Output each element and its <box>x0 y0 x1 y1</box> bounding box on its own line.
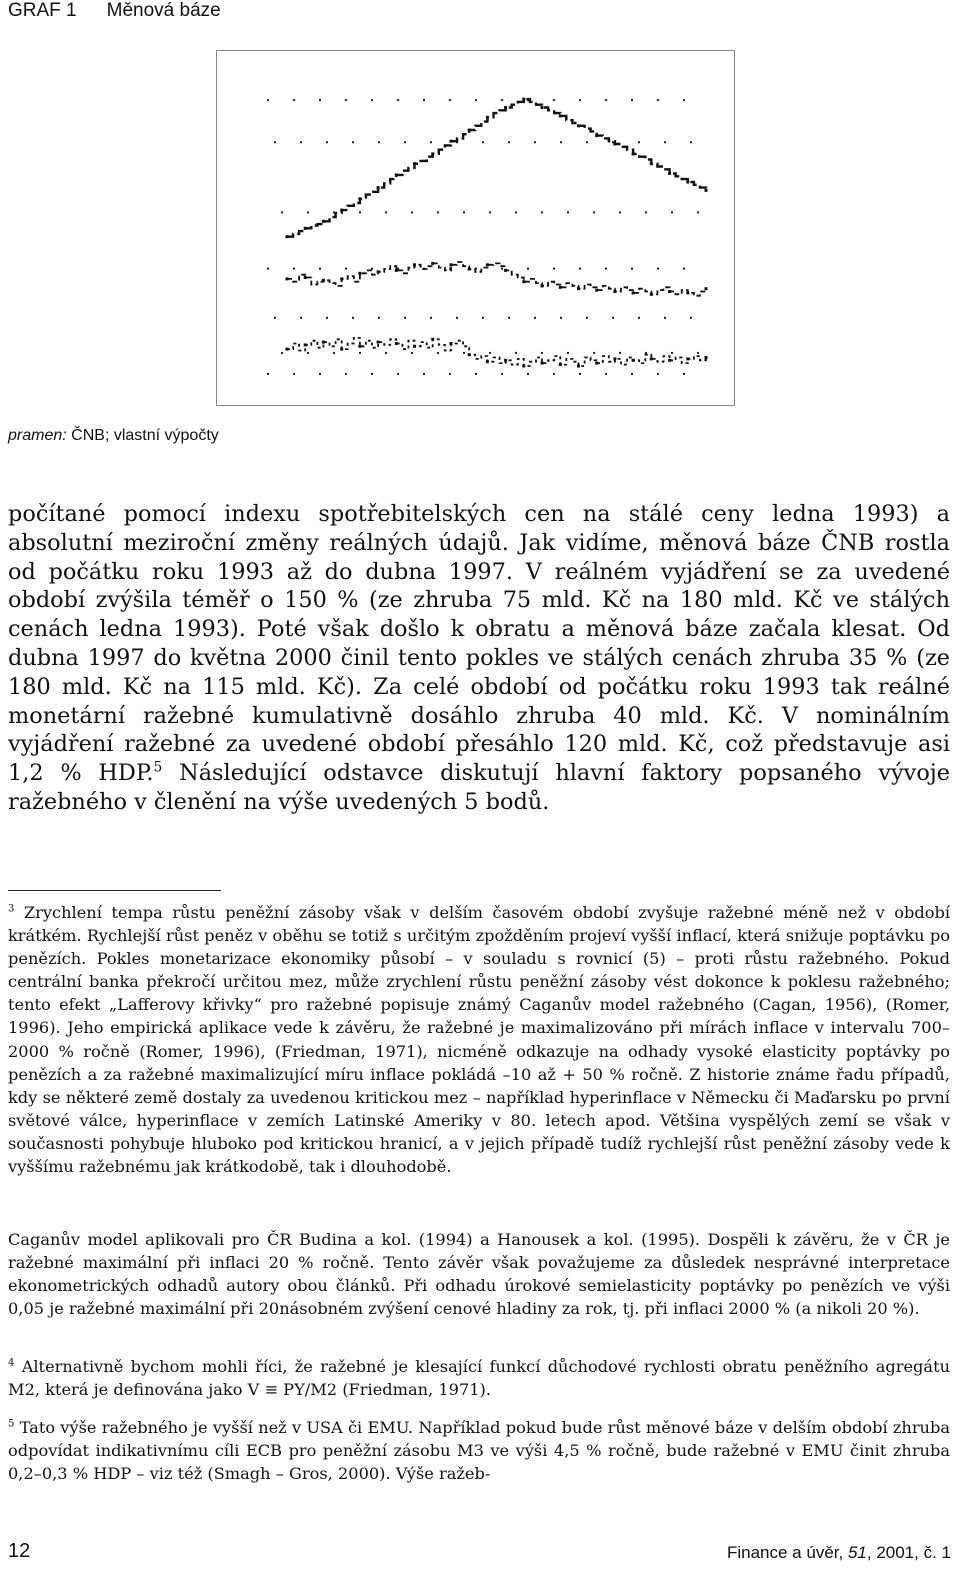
journal-issue: , 2001, č. 1 <box>866 1543 951 1562</box>
grid-dot <box>430 317 432 319</box>
grid-dot <box>683 268 685 270</box>
grid-dot <box>567 211 569 213</box>
grid-dot <box>501 373 503 375</box>
grid-dot <box>293 268 295 270</box>
grid-dot <box>690 141 692 143</box>
series-1-point <box>613 143 616 146</box>
grid-dot <box>541 352 543 354</box>
grid-dot <box>293 373 295 375</box>
grid-dot <box>411 352 413 354</box>
grid-dot <box>645 211 647 213</box>
series-3-point <box>395 342 398 345</box>
footnote-separator <box>8 890 221 891</box>
grid-dot <box>586 317 588 319</box>
grid-dot <box>593 352 595 354</box>
grid-dot <box>527 373 529 375</box>
grid-dot <box>697 211 699 213</box>
grid-dot <box>475 373 477 375</box>
series-2-point <box>468 268 471 271</box>
series-1-point <box>431 152 434 155</box>
series-1-point <box>395 173 398 176</box>
series-1-point <box>450 140 453 143</box>
grid-dot <box>631 99 633 101</box>
grid-dot <box>404 141 406 143</box>
footnote-3-continuation-text: Caganův model aplikovali pro ČR Budina a kol. (1994) a Hanousek a kol. (1995). Dospěli k závěru, že v ČR je ražebné maximální při inflaci 20 % ročně. Tento závěr však považujeme za důsledek nesprávné interpretace ekonometrických odhadů autory obou článků. Při odhadu úrokové semielasticity poptávky po penězích ve výši 0,05 je ražebné maximální při 20násobném zvýšení cenové hladiny za rok, tj. při inflaci 2000 % (a nikoli 20 %). <box>8 1230 950 1319</box>
grid-dot <box>423 99 425 101</box>
series-1-point <box>705 189 708 192</box>
series-1-point <box>286 235 289 238</box>
series-3-point <box>559 363 562 366</box>
series-3-point <box>413 345 416 348</box>
grid-dot <box>515 211 517 213</box>
series-2-point <box>322 279 325 282</box>
grid-dot <box>397 373 399 375</box>
grid-dot <box>671 352 673 354</box>
grid-dot <box>690 317 692 319</box>
grid-dot <box>664 317 666 319</box>
grid-dot <box>631 373 633 375</box>
grid-dot <box>489 352 491 354</box>
grid-dot <box>352 141 354 143</box>
grid-dot <box>657 99 659 101</box>
grid-dot <box>378 317 380 319</box>
grid-dot <box>333 352 335 354</box>
grid-dot <box>619 211 621 213</box>
grid-dot <box>371 373 373 375</box>
grid-dot <box>307 352 309 354</box>
chart-frame <box>216 50 735 406</box>
grid-dot <box>508 317 510 319</box>
figure-title: Měnová báze <box>106 0 221 21</box>
grid-dot <box>501 268 503 270</box>
series-2-point <box>541 284 544 287</box>
grid-dot <box>605 268 607 270</box>
grid-dot <box>489 211 491 213</box>
series-3-point <box>304 343 307 346</box>
series-2-point <box>377 270 380 273</box>
series-3-point <box>632 359 635 362</box>
series-2-point <box>450 263 453 266</box>
grid-dot <box>437 352 439 354</box>
grid-dot <box>385 211 387 213</box>
grid-dot <box>267 268 269 270</box>
figure-source <box>8 427 219 445</box>
money-base-chart <box>217 51 734 405</box>
series-1-point <box>413 162 416 165</box>
grid-dot <box>267 373 269 375</box>
series-3-point <box>377 341 380 344</box>
grid-dot <box>345 268 347 270</box>
grid-dot <box>619 352 621 354</box>
series-2-point <box>286 277 289 280</box>
grid-dot <box>449 373 451 375</box>
series-3-point <box>286 348 289 351</box>
grid-dot <box>307 211 309 213</box>
grid-dot <box>281 211 283 213</box>
series-2-line <box>287 262 706 296</box>
figure-header <box>8 0 221 22</box>
series-2-point <box>705 287 708 290</box>
series-3-point <box>522 365 525 368</box>
footnote-3-text: Zrychlení tempa růstu peněžní zásoby však v delším časovém období zvyšuje ražebné méně než v období krátkém. Rychlejší růst peněz v oběhu se totiž s určitým zpožděním projeví vyšší inflací, která snižuje poptávku po penězích. Pokles monetarizace ekonomiky působí – v souladu s rovnicí (5) – proti růstu ražebného. Pokud centrální banka překročí určitou mez, může zrychlení růstu peněžní zásoby vést dokonce k poklesu ražebného; tento efekt „Lafferovy křivky“ pro ražebné popisuje známý Caganův model ražebného (Cagan, 1956), (Romer, 1996). Jeho empirická aplikace vede k závěru, že ražebné je maximalizováno při mírách inflace v intervalu 700–2000 % ročně (Romer, 1996), (Friedman, 1971), nicméně odkazuje na odhady vysoké elasticity poptávky po penězích a za ražebné maximalizující míru inflace pokládá –10 až + 50 % ročně. Z historie známe řadu případů, kdy se některé země dostaly za uvedenou kritickou mez – například hyperinflace v Německu či Maďarsku po první světové válce, hyperinflace v zemích Latinské Ameriky v 80. letech apod. Většina vyspělých zemí se však v současnosti pohybuje hluboko pod kritickou hranicí, a v jejich případě tudíž rychlejší růst peněžní zásoby vede k vyššímu ražebnému jak krátkodobě, tak i dlouhodobě. <box>8 903 950 1177</box>
grid-dot <box>319 268 321 270</box>
journal-volume: 51 <box>847 1543 867 1562</box>
series-3-point <box>486 360 489 363</box>
grid-dot <box>300 141 302 143</box>
series-3-point <box>650 357 653 360</box>
grid-dot <box>683 99 685 101</box>
grid-dot <box>463 352 465 354</box>
grid-dot <box>267 99 269 101</box>
grid-dot <box>319 99 321 101</box>
series-1-line <box>287 99 706 237</box>
grid-dot <box>605 99 607 101</box>
grid-dot <box>475 99 477 101</box>
grid-dot <box>345 99 347 101</box>
grid-dot <box>482 141 484 143</box>
series-1-point <box>577 124 580 127</box>
grid-dot <box>553 268 555 270</box>
grid-dot <box>638 317 640 319</box>
series-3-point <box>450 342 453 345</box>
series-2-point <box>340 277 343 280</box>
source-label: pramen: <box>8 427 67 444</box>
series-1-point <box>522 98 525 101</box>
grid-dot <box>579 99 581 101</box>
grid-dot <box>326 317 328 319</box>
footnote-4-text: Alternativně bychom mohli říci, že ražebné je klesající funkcí důchodové rychlosti obratu peněžního agregátu M2, která je definována jako V ≡ PY/M2 (Friedman, 1971). <box>8 1357 950 1400</box>
series-3-point <box>468 353 471 356</box>
grid-dot <box>508 141 510 143</box>
grid-dot <box>664 141 666 143</box>
grid-dot <box>631 268 633 270</box>
grid-dot <box>605 373 607 375</box>
series-2-point <box>413 263 416 266</box>
grid-dot <box>281 352 283 354</box>
body-text-main: počítané pomocí indexu spotřebitelských cen na stálé ceny ledna 1993) a absolutní meziroční změny reálných údajů. Jak vidíme, měnová báze ČNB rostla od počátku roku 1993 až do dubna 1997. V reálném vyjádření se za uvedené období zvýšila téměř o 150 % (ze zhruba 75 mld. Kč na 180 mld. Kč ve stálých cenách ledna 1993). Poté však došlo k obratu a měnová báze začala klesat. Od dubna 1997 do května 2000 činil tento pokles ve stálých cenách zhruba 35 % (ze 180 mld. Kč na 115 mld. Kč). Za celé období od počátku roku 1993 tak reálné monetární ražebné kumulativně dosáhlo zhruba 40 mld. Kč. V nominálním vyjádření ražebné za uvedené období přesáhlo 120 mld. Kč, což představuje asi 1,2 % HDP. <box>8 501 950 787</box>
grid-dot <box>371 268 373 270</box>
grid-dot <box>378 141 380 143</box>
grid-dot <box>326 141 328 143</box>
grid-dot <box>645 352 647 354</box>
series-3-point <box>431 338 434 341</box>
series-1-point <box>322 220 325 223</box>
footnote-5-number: 5 <box>8 1418 15 1430</box>
series-3-point <box>504 359 507 362</box>
body-text-end: Následující odstavce diskutují hlavní faktory popsaného vývoje ražebného v členění na výše uvedených 5 bodů. <box>8 760 950 815</box>
grid-dot <box>534 141 536 143</box>
series-2-point <box>431 262 434 265</box>
grid-dot <box>612 317 614 319</box>
grid-dot <box>586 141 588 143</box>
series-1-point <box>668 172 671 175</box>
grid-dot <box>397 99 399 101</box>
source-text: ČNB; vlastní výpočty <box>71 427 219 444</box>
grid-dot <box>385 352 387 354</box>
footnote-ref-5: 5 <box>153 759 163 776</box>
grid-dot <box>293 99 295 101</box>
series-3-point <box>541 362 544 365</box>
footnote-5-text: Tato výše ražebného je vyšší než v USA či EMU. Například pokud bude růst měnové báze v delším období zhruba odpovídat indikativnímu cíli ECB pro peněžní zásobu M3 ve výši 4,5 % ročně, bude ražebné v EMU činit zhruba 0,2–0,3 % HDP – viz též (Smagh – Gros, 2000). Výše ražeb- <box>8 1418 950 1484</box>
grid-dot <box>579 373 581 375</box>
grid-dot <box>683 373 685 375</box>
grid-dot <box>553 373 555 375</box>
journal-name: Finance a úvěr, <box>726 1543 848 1562</box>
series-1-point <box>304 227 307 230</box>
series-1-point <box>595 134 598 137</box>
grid-dot <box>553 99 555 101</box>
grid-dot <box>671 211 673 213</box>
grid-dot <box>274 141 276 143</box>
journal-citation <box>727 1543 951 1563</box>
series-3-point <box>577 365 580 368</box>
grid-dot <box>657 373 659 375</box>
series-1-point <box>686 181 689 184</box>
grid-dot <box>527 268 529 270</box>
grid-dot <box>593 211 595 213</box>
series-2-point <box>613 290 616 293</box>
footnote-4 <box>8 1355 950 1401</box>
footnote-3-number: 3 <box>8 903 15 915</box>
body-paragraph <box>8 500 950 817</box>
grid-dot <box>359 211 361 213</box>
series-1-point <box>486 116 489 119</box>
grid-dot <box>534 317 536 319</box>
series-3-point <box>322 341 325 344</box>
grid-dot <box>430 141 432 143</box>
series-2-point <box>522 280 525 283</box>
series-3-point <box>340 348 343 351</box>
grid-dot <box>423 373 425 375</box>
series-3-point <box>358 345 361 348</box>
series-2-point <box>577 287 580 290</box>
series-1-point <box>541 106 544 109</box>
grid-dot <box>697 352 699 354</box>
grid-dot <box>371 99 373 101</box>
footnote-3-continuation <box>8 1228 950 1320</box>
series-2-point <box>559 286 562 289</box>
series-1-point <box>504 106 507 109</box>
figure-label: GRAF 1 <box>8 0 77 21</box>
grid-dot <box>345 373 347 375</box>
grid-dot <box>456 317 458 319</box>
series-3-point <box>686 357 689 360</box>
grid-dot <box>274 317 276 319</box>
series-3-line <box>287 338 706 366</box>
series-2-point <box>650 293 653 296</box>
series-1-point <box>650 162 653 165</box>
footnote-3 <box>8 901 950 1178</box>
grid-dot <box>515 352 517 354</box>
series-1-point <box>468 129 471 132</box>
series-2-point <box>686 291 689 294</box>
series-1-point <box>559 114 562 117</box>
grid-dot <box>657 268 659 270</box>
series-2-point <box>595 289 598 292</box>
grid-dot <box>567 352 569 354</box>
series-3-point <box>668 359 671 362</box>
series-2-point <box>504 269 507 272</box>
series-3-point <box>613 357 616 360</box>
series-3-point <box>595 362 598 365</box>
series-1-point <box>377 186 380 189</box>
series-2-point <box>486 263 489 266</box>
grid-dot <box>560 317 562 319</box>
series-1-point <box>358 197 361 200</box>
series-2-point <box>632 291 635 294</box>
series-2-point <box>304 276 307 279</box>
footnote-4-number: 4 <box>8 1357 15 1369</box>
page-number: 12 <box>8 1540 31 1562</box>
grid-dot <box>579 268 581 270</box>
grid-dot <box>319 373 321 375</box>
grid-dot <box>352 317 354 319</box>
grid-dot <box>404 317 406 319</box>
grid-dot <box>449 99 451 101</box>
grid-dot <box>501 99 503 101</box>
series-2-point <box>668 290 671 293</box>
series-3-point <box>705 356 708 359</box>
grid-dot <box>541 211 543 213</box>
series-2-point <box>395 269 398 272</box>
grid-dot <box>300 317 302 319</box>
grid-dot <box>437 211 439 213</box>
series-2-point <box>358 272 361 275</box>
grid-dot <box>560 141 562 143</box>
series-1-point <box>340 209 343 212</box>
footnote-5 <box>8 1416 950 1485</box>
grid-dot <box>359 352 361 354</box>
grid-dot <box>411 211 413 213</box>
grid-dot <box>463 211 465 213</box>
series-1-point <box>632 152 635 155</box>
grid-dot <box>482 317 484 319</box>
grid-dot <box>638 141 640 143</box>
